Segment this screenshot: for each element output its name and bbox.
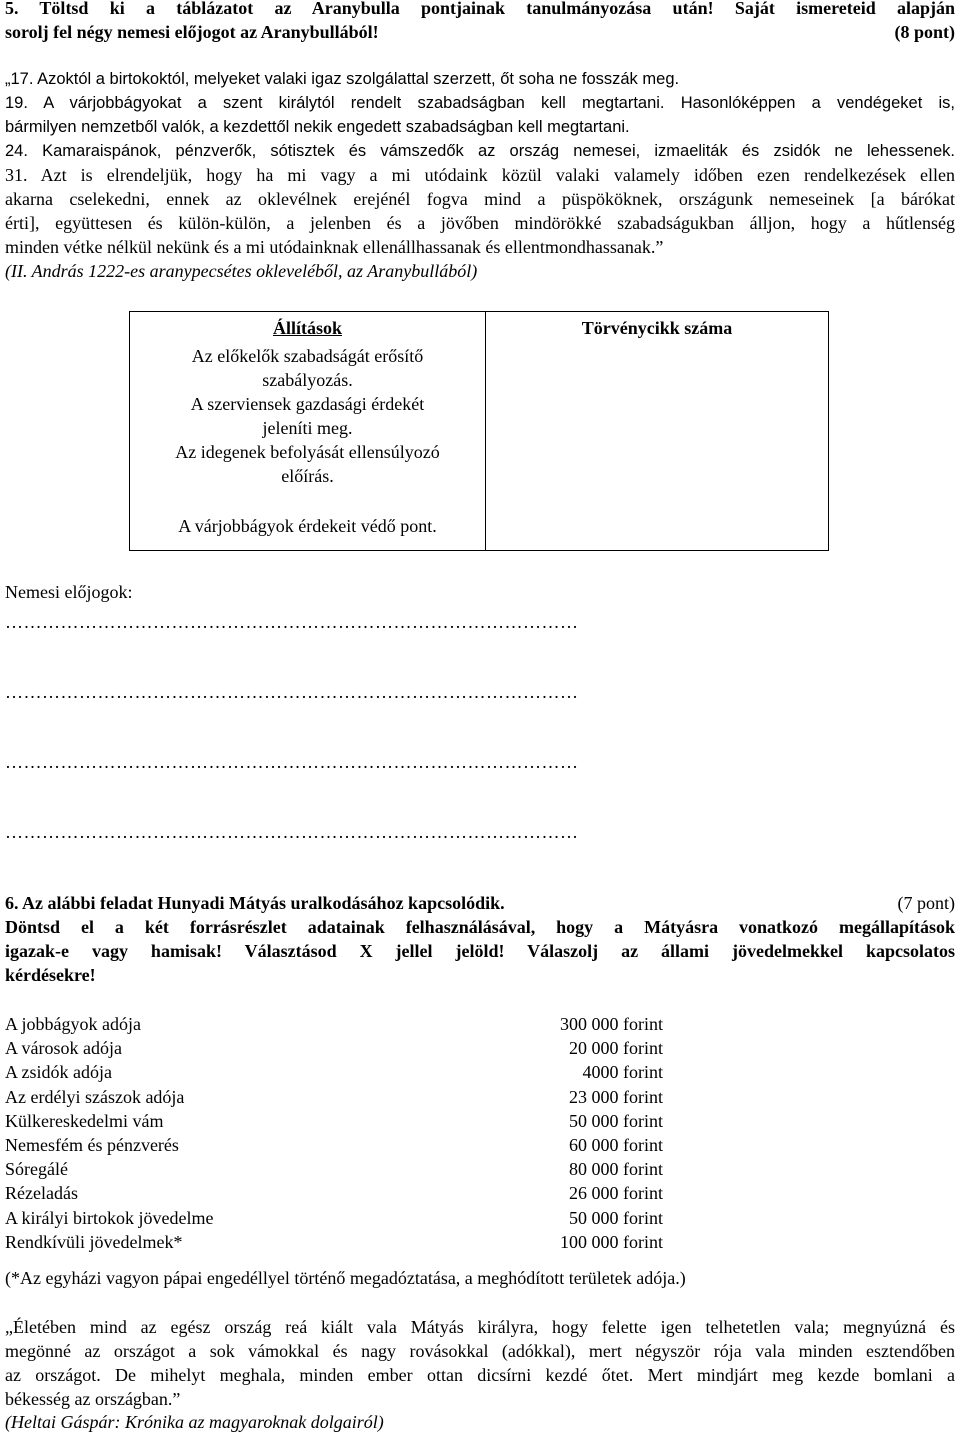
task6-points: (7 pont) <box>897 893 955 913</box>
income-value: 50 000 forint <box>569 1207 663 1228</box>
quote-line-2: megönné az országot a sok vámokkal és nagy rovásokkal (adókkal), mert négyször rója vala minden esztendőben <box>5 1341 955 1361</box>
source-line-31d: minden vétke nélkül nekünk és a mi utódainknak ellenállhassanak és ellentmondhassanak.” <box>5 237 664 257</box>
answer-line[interactable]: ………………………………………………………………………………… <box>5 612 579 632</box>
quote-line-4: békesség az országban.” <box>5 1389 181 1409</box>
source-line-31a: 31. Azt is elrendeljük, hogy ha mi vagy a mi utódaink közül valaki valamely időben ezen rendelkezések ellen <box>5 165 955 185</box>
quote-line-1: „Életében mind az egész ország reá kiált vala Mátyás királyra, hogy felette igen telhetetlen vala; megnyúzná és <box>5 1317 955 1337</box>
source-line-17: „17. Azoktól a birtokoktól, melyeket valaki igaz szolgálattal szerzett, őt soha ne fosszák meg. <box>5 70 680 88</box>
income-value: 20 000 forint <box>569 1038 663 1059</box>
income-value: 60 000 forint <box>569 1135 663 1155</box>
income-label: A királyi birtokok jövedelme <box>5 1207 214 1228</box>
task5-heading-line1: 5. Töltsd ki a táblázatot az Aranybulla pontjainak tanulmányozása után! Saját ismereteid alapján <box>5 0 955 18</box>
income-label: Rézeladás <box>5 1183 78 1204</box>
answer-line[interactable]: ………………………………………………………………………………… <box>5 682 579 702</box>
income-value: 80 000 forint <box>569 1159 663 1180</box>
task6-title: 6. Az alábbi feladat Hunyadi Mátyás uralkodásához kapcsolódik. <box>5 893 505 913</box>
source-line-19a: 19. A várjobbágyokat a szent királytól rendelt szabadságban kell megtartani. Hasonlóképpen a vendégeket is, <box>5 94 955 112</box>
income-label: Rendkívüli jövedelmek* <box>5 1231 183 1252</box>
income-value: 4000 forint <box>582 1062 663 1083</box>
income-value: 300 000 forint <box>560 1014 663 1034</box>
task5-heading-text: sorolj fel négy nemesi előjogot az Aranybullából! <box>5 22 379 42</box>
income-value: 23 000 forint <box>569 1086 663 1107</box>
task6-heading <box>5 891 955 915</box>
table-row: Az előkelők szabadságát erősítő szabályozás. <box>191 346 424 390</box>
income-value: 100 000 forint <box>560 1231 663 1252</box>
task6-instruction-3: kérdésekre! <box>5 965 96 985</box>
income-footnote: (*Az egyházi vagyon pápai engedéllyel történő megadóztatása, a meghódított területek adója.) <box>5 1268 686 1288</box>
quote-line-3: az országot. De mihelyt meghala, minden ember ottan dicsírni kezdé őtet. Mert mindjárt meg kezde bomlani a <box>5 1365 955 1385</box>
income-value: 50 000 forint <box>569 1110 663 1131</box>
income-label: Külkereskedelmi vám <box>5 1110 164 1131</box>
task6-instruction-1: Döntsd el a két forrásrészlet adatainak felhasználásával, hogy a Mátyásra vonatkozó megállapítások <box>5 917 955 937</box>
income-label: Sóregálé <box>5 1159 68 1180</box>
answer-line[interactable]: ………………………………………………………………………………… <box>5 822 579 842</box>
income-label: A városok adója <box>5 1038 122 1059</box>
income-label: Nemesfém és pénzverés <box>5 1135 179 1155</box>
source-line-31c: érti], együttesen és külön-külön, a jelenben és a jövőben mindörökké szabadságukban álljon, hogy a hűtlenség <box>5 213 955 233</box>
income-value: 26 000 forint <box>569 1183 663 1204</box>
statements-table <box>129 311 829 551</box>
income-label: Az erdélyi szászok adója <box>5 1086 185 1107</box>
income-label: A zsidók adója <box>5 1062 112 1083</box>
answer-line[interactable]: ………………………………………………………………………………… <box>5 752 579 772</box>
source-line-31b: akarna cselekedni, ennek az oklevélnek erejénél fogva mind a püspököknek, országunk nemeseinek [a bárókat <box>5 189 955 209</box>
table-header-article: Törvénycikk száma <box>581 318 733 338</box>
table-row: A várjobbágyok érdekeit védő pont. <box>178 516 437 536</box>
table-col-article-number <box>486 312 828 344</box>
table-row: Az idegenek befolyását ellensúlyozó előírás. <box>175 442 440 486</box>
task6-instruction-2: igazak-e vagy hamisak! Választásod X jellel jelöld! Válaszolj az állami jövedelmekkel kapcsolatos <box>5 941 955 961</box>
source-line-19b: bármilyen nemzetből valók, a kezdettől nekik engedett szabadságban kell megtartani. <box>5 118 630 136</box>
task5-points: (8 pont) <box>894 22 955 42</box>
quote-citation: (Heltai Gáspár: Krónika az magyaroknak dolgairól) <box>5 1412 384 1432</box>
table-divider <box>485 312 486 550</box>
task5-heading-line2 <box>5 20 955 44</box>
table-col-statements <box>130 312 485 538</box>
privileges-label: Nemesi előjogok: <box>5 582 133 602</box>
source-citation: (II. András 1222-es aranypecsétes okleveléből, az Aranybullából) <box>5 261 478 281</box>
table-header-statements: Állítások <box>272 318 342 338</box>
income-label: A jobbágyok adója <box>5 1014 141 1034</box>
source-line-24: 24. Kamaraispánok, pénzverők, sótisztek és vámszedők az ország nemesei, izmaeliták és zsidók ne lehessenek. <box>5 142 955 160</box>
table-row: A szerviensek gazdasági érdekét jeleníti meg. <box>190 394 425 438</box>
